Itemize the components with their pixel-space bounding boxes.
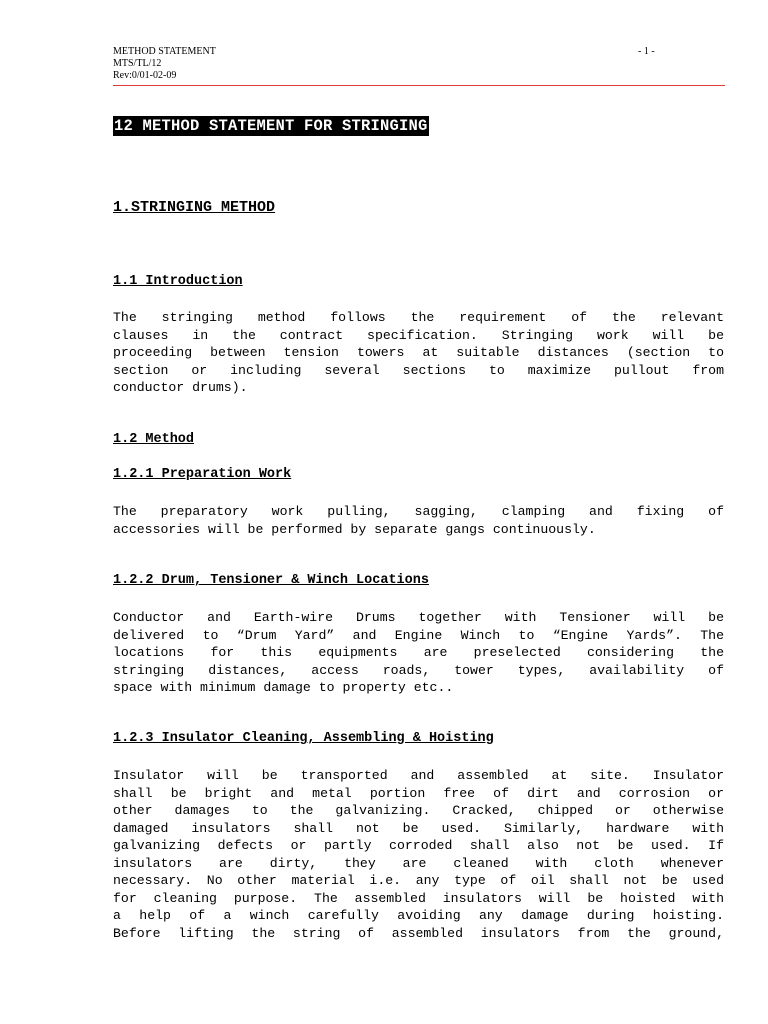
text-line: delivered to “Drum Yard” and Engine Winch to “Engine Yards”. The bbox=[113, 627, 724, 643]
text-line: for cleaning purpose. The assembled insulators will be hoisted with bbox=[113, 890, 724, 906]
text-line: proceeding between tension towers at suitable distances (section to bbox=[113, 345, 724, 360]
page-number: - 1 - bbox=[638, 46, 655, 57]
text-line: necessary. No other material i.e. any type of oil shall not be used bbox=[113, 873, 724, 888]
document-title: 12 METHOD STATEMENT FOR STRINGING bbox=[114, 117, 428, 135]
text-line: stringing distances, access roads, tower types, availability of bbox=[113, 662, 724, 678]
paragraph-introduction bbox=[113, 309, 724, 397]
text-line: galvanizing defects or partly corroded shall also not be used. If bbox=[113, 838, 724, 853]
doc-revision: Rev:0/01-02-09 bbox=[113, 70, 177, 81]
heading-method: 1.2 Method bbox=[113, 432, 195, 447]
heading-drum-tensioner-winch-locations: 1.2.2 Drum, Tensioner & Winch Locations bbox=[113, 573, 429, 588]
text-line: damaged insulators shall not be used. Similarly, hardware with bbox=[113, 820, 724, 836]
text-line: Insulator will be transported and assembled at site. Insulator bbox=[113, 768, 724, 783]
text-line: The preparatory work pulling, sagging, clamping and fixing of bbox=[113, 504, 724, 519]
text-line: conductor drums). bbox=[113, 380, 248, 395]
text-line: Conductor and Earth-wire Drums together with Tensioner will be bbox=[113, 610, 724, 625]
page-header bbox=[113, 44, 725, 86]
paragraph-insulator-cleaning bbox=[113, 767, 724, 942]
heading-preparation-work: 1.2.1 Preparation Work bbox=[113, 467, 292, 482]
heading-introduction: 1.1 Introduction bbox=[113, 274, 243, 289]
text-line: accessories will be performed by separate gangs continuously. bbox=[113, 521, 596, 537]
text-line: shall be bright and metal portion free of dirt and corrosion or bbox=[113, 785, 724, 801]
section-heading-stringing-method: 1.STRINGING METHOD bbox=[113, 199, 276, 216]
heading-insulator-cleaning: 1.2.3 Insulator Cleaning, Assembling & Hoisting bbox=[113, 731, 494, 746]
text-line: The stringing method follows the requirement of the relevant bbox=[113, 310, 724, 325]
paragraph-drum-locations bbox=[113, 609, 724, 697]
doc-reference: MTS/TL/12 bbox=[113, 58, 162, 69]
document-meta bbox=[113, 46, 216, 82]
paragraph-preparation-work bbox=[113, 503, 724, 538]
text-line: insulators are dirty, they are cleaned with cloth whenever bbox=[113, 855, 724, 871]
text-line: a help of a winch carefully avoiding any damage during hoisting. bbox=[113, 908, 724, 923]
text-line: section or including several sections to maximize pullout from bbox=[113, 362, 724, 378]
text-line: locations for this equipments are preselected considering the bbox=[113, 645, 724, 660]
text-line: clauses in the contract specification. Stringing work will be bbox=[113, 327, 724, 343]
text-line: other damages to the galvanizing. Cracked, chipped or otherwise bbox=[113, 803, 724, 818]
text-line: space with minimum damage to property etc.. bbox=[113, 680, 454, 695]
doc-type: METHOD STATEMENT bbox=[113, 46, 216, 57]
text-line: Before lifting the string of assembled insulators from the ground, bbox=[113, 925, 724, 941]
